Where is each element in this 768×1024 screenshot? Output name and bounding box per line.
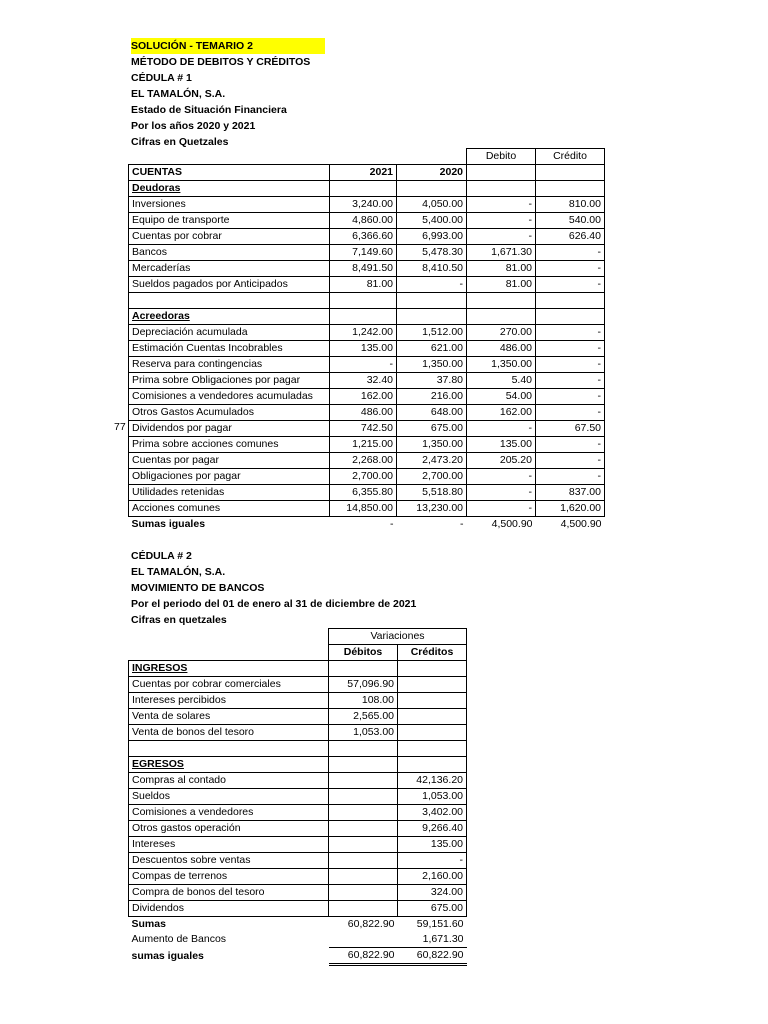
creditos-header: Créditos <box>398 645 467 661</box>
value-2021: 742.50 <box>330 421 397 437</box>
value-credito: - <box>536 357 605 373</box>
value-2020: 1,350.00 <box>397 357 467 373</box>
concepto-name: Compas de terrenos <box>129 869 329 885</box>
sumas-iguales-row <box>129 517 605 533</box>
value-2020: 1,512.00 <box>397 325 467 341</box>
table-row <box>129 805 467 821</box>
debito-header: Debito <box>467 149 536 165</box>
deudoras-rows <box>129 197 605 293</box>
value-creditos <box>398 693 467 709</box>
debitos-header: Débitos <box>329 645 398 661</box>
table-row <box>129 341 605 357</box>
aumento-debitos <box>329 932 398 948</box>
side-note: 77 <box>114 421 126 433</box>
cedula2-title-period: Por el periodo del 01 de enero al 31 de diciembre de 2021 <box>131 598 417 610</box>
table-row <box>129 213 605 229</box>
table-row <box>129 389 605 405</box>
table-row <box>129 789 467 805</box>
cedula2-title-company: EL TAMALÓN, S.A. <box>131 566 226 578</box>
cedula1-title-statement: Estado de Situación Financiera <box>131 104 287 116</box>
value-debitos: 108.00 <box>329 693 398 709</box>
cuenta-name: Reserva para contingencias <box>129 357 330 373</box>
value-debito: 135.00 <box>467 437 536 453</box>
value-debitos <box>329 901 398 917</box>
cuenta-name: Prima sobre acciones comunes <box>129 437 330 453</box>
cuenta-name: Bancos <box>129 245 330 261</box>
aumento-label: Aumento de Bancos <box>131 933 227 946</box>
table-row <box>129 709 467 725</box>
table-row <box>129 837 467 853</box>
value-debito: 162.00 <box>467 405 536 421</box>
sumas-iguales-row <box>129 948 467 965</box>
value-debitos <box>329 885 398 901</box>
value-2021: 3,240.00 <box>330 197 397 213</box>
value-debito: - <box>467 421 536 437</box>
value-2021: 2,268.00 <box>330 453 397 469</box>
concepto-name: Venta de bonos del tesoro <box>129 725 329 741</box>
value-debito: - <box>467 197 536 213</box>
value-2021: 32.40 <box>330 373 397 389</box>
value-2020: 1,350.00 <box>397 437 467 453</box>
value-debitos <box>329 773 398 789</box>
value-credito: - <box>536 341 605 357</box>
sumas-iguales-label: Sumas iguales <box>131 518 206 530</box>
value-creditos: 42,136.20 <box>398 773 467 789</box>
table-row <box>129 325 605 341</box>
sumas-label: Sumas <box>131 918 166 930</box>
variaciones-header: Variaciones <box>329 629 467 645</box>
value-creditos: 1,053.00 <box>398 789 467 805</box>
concepto-name: Otros gastos operación <box>129 821 329 837</box>
value-debitos <box>329 837 398 853</box>
sumas-iguales-label: sumas iguales <box>131 949 204 962</box>
value-debito: 1,350.00 <box>467 357 536 373</box>
cuenta-name: Prima sobre Obligaciones por pagar <box>129 373 330 389</box>
value-2020: 216.00 <box>397 389 467 405</box>
value-creditos: 324.00 <box>398 885 467 901</box>
value-debito: 486.00 <box>467 341 536 357</box>
cuenta-name: Equipo de transporte <box>129 213 330 229</box>
sumas-iguales-creditos: 60,822.90 <box>398 948 467 965</box>
table-row <box>129 901 467 917</box>
sumas-creditos: 59,151.60 <box>416 918 464 930</box>
value-2021: 81.00 <box>330 277 397 293</box>
sumas-iguales-debitos: 60,822.90 <box>329 948 398 965</box>
value-credito: - <box>536 373 605 389</box>
value-2020: 2,473.20 <box>397 453 467 469</box>
table-row <box>129 245 605 261</box>
table-row <box>129 261 605 277</box>
concepto-name: Sueldos <box>129 789 329 805</box>
sumas-2020: - <box>460 518 464 530</box>
value-creditos: 9,266.40 <box>398 821 467 837</box>
value-2020: 648.00 <box>397 405 467 421</box>
table-row <box>129 357 605 373</box>
value-2020: 5,400.00 <box>397 213 467 229</box>
value-2021: - <box>330 357 397 373</box>
value-creditos: 135.00 <box>398 837 467 853</box>
table-row <box>129 773 467 789</box>
value-debitos <box>329 869 398 885</box>
value-2021: 1,215.00 <box>330 437 397 453</box>
table-row <box>129 725 467 741</box>
value-debito: 54.00 <box>467 389 536 405</box>
value-2020: 5,518.80 <box>397 485 467 501</box>
acreedoras-section-row <box>129 309 605 325</box>
table-row <box>129 197 605 213</box>
deudoras-label: Deudoras <box>129 181 330 197</box>
value-credito: - <box>536 453 605 469</box>
concepto-name: Descuentos sobre ventas <box>129 853 329 869</box>
acreedoras-label: Acreedoras <box>129 309 330 325</box>
cedula1-title-cedula: CÉDULA # 1 <box>131 72 192 84</box>
value-credito: 626.40 <box>536 229 605 245</box>
value-debito: 81.00 <box>467 277 536 293</box>
concepto-name: Venta de solares <box>129 709 329 725</box>
value-creditos: 675.00 <box>398 901 467 917</box>
column-header-row <box>129 165 605 181</box>
year-2020-header: 2020 <box>397 165 467 181</box>
value-debitos: 1,053.00 <box>329 725 398 741</box>
concepto-name: Intereses percibidos <box>129 693 329 709</box>
value-debito: - <box>467 485 536 501</box>
value-2021: 2,700.00 <box>330 469 397 485</box>
value-debitos <box>329 853 398 869</box>
value-2020: 37.80 <box>397 373 467 389</box>
cuenta-name: Dividendos por pagar <box>129 421 330 437</box>
table-row <box>129 229 605 245</box>
cuenta-name: Sueldos pagados por Anticipados <box>129 277 330 293</box>
sumas-2021: - <box>390 518 394 530</box>
concepto-name: Cuentas por cobrar comerciales <box>129 677 329 693</box>
value-credito: - <box>536 469 605 485</box>
value-2020: 5,478.30 <box>397 245 467 261</box>
year-2021-header: 2021 <box>330 165 397 181</box>
spacer-row <box>129 741 467 757</box>
value-2020: 6,993.00 <box>397 229 467 245</box>
cuenta-name: Otros Gastos Acumulados <box>129 405 330 421</box>
acreedoras-rows <box>129 325 605 517</box>
cedula2-title-cedula: CÉDULA # 2 <box>131 550 192 562</box>
table-row <box>129 373 605 389</box>
cedula1-table <box>128 148 605 532</box>
value-debito: 1,671.30 <box>467 245 536 261</box>
value-credito: - <box>536 277 605 293</box>
value-credito: - <box>536 261 605 277</box>
table-row <box>129 469 605 485</box>
debitos-creditos-header-row <box>129 645 467 661</box>
concepto-name: Dividendos <box>129 901 329 917</box>
value-2021: 7,149.60 <box>330 245 397 261</box>
table-row <box>129 485 605 501</box>
value-debitos: 2,565.00 <box>329 709 398 725</box>
cuentas-header: CUENTAS <box>129 165 330 181</box>
sumas-debitos: 60,822.90 <box>347 918 395 930</box>
concepto-name: Compra de bonos del tesoro <box>129 885 329 901</box>
value-2020: 675.00 <box>397 421 467 437</box>
table-row <box>129 885 467 901</box>
table-row <box>129 421 605 437</box>
value-creditos <box>398 709 467 725</box>
table-row <box>129 501 605 517</box>
cuenta-name: Cuentas por pagar <box>129 453 330 469</box>
value-2021: 162.00 <box>330 389 397 405</box>
value-debito: 270.00 <box>467 325 536 341</box>
value-debito: 5.40 <box>467 373 536 389</box>
table-row <box>129 821 467 837</box>
aumento-bancos-row <box>129 932 467 948</box>
table-row <box>129 277 605 293</box>
cedula2-title-movimiento: MOVIMIENTO DE BANCOS <box>131 582 265 594</box>
ingresos-rows <box>129 677 467 741</box>
value-credito: - <box>536 405 605 421</box>
egresos-label: EGRESOS <box>129 757 329 773</box>
value-debitos: 57,096.90 <box>329 677 398 693</box>
sumas-debito: 4,500.90 <box>491 518 533 530</box>
value-2020: 8,410.50 <box>397 261 467 277</box>
cedula1-title-company: EL TAMALÓN, S.A. <box>131 88 226 100</box>
value-creditos: - <box>398 853 467 869</box>
cuenta-name: Mercaderías <box>129 261 330 277</box>
value-debito: 81.00 <box>467 261 536 277</box>
value-debito: - <box>467 469 536 485</box>
value-credito: 837.00 <box>536 485 605 501</box>
table-row <box>129 453 605 469</box>
value-2021: 135.00 <box>330 341 397 357</box>
spacer-row <box>129 293 605 309</box>
value-2021: 14,850.00 <box>330 501 397 517</box>
cedula1-title-currency: Cifras en Quetzales <box>131 136 229 148</box>
value-credito: - <box>536 389 605 405</box>
value-2021: 4,860.00 <box>330 213 397 229</box>
debit-credit-header-row <box>129 149 605 165</box>
egresos-section-row <box>129 757 467 773</box>
value-2020: - <box>397 277 467 293</box>
table-row <box>129 437 605 453</box>
cedula1-title-solucion: SOLUCIÓN - TEMARIO 2 <box>131 38 325 54</box>
value-credito: 67.50 <box>536 421 605 437</box>
value-debitos <box>329 805 398 821</box>
value-debitos <box>329 789 398 805</box>
value-2021: 486.00 <box>330 405 397 421</box>
value-debito: - <box>467 213 536 229</box>
ingresos-section-row <box>129 661 467 677</box>
cuenta-name: Obligaciones por pagar <box>129 469 330 485</box>
table-row <box>129 693 467 709</box>
table-row <box>129 853 467 869</box>
value-credito: - <box>536 245 605 261</box>
cedula2-table <box>128 628 467 966</box>
value-2021: 1,242.00 <box>330 325 397 341</box>
ingresos-label: INGRESOS <box>129 661 329 677</box>
value-2021: 6,366.60 <box>330 229 397 245</box>
value-credito: - <box>536 325 605 341</box>
sumas-row <box>129 917 467 933</box>
value-credito: 540.00 <box>536 213 605 229</box>
cuenta-name: Depreciación acumulada <box>129 325 330 341</box>
concepto-name: Intereses <box>129 837 329 853</box>
cedula1-title-metodo: MÉTODO DE DEBITOS Y CRÉDITOS <box>131 56 311 68</box>
aumento-creditos: 1,671.30 <box>398 932 467 948</box>
cuenta-name: Utilidades retenidas <box>129 485 330 501</box>
value-2020: 13,230.00 <box>397 501 467 517</box>
cedula1-title-period: Por los años 2020 y 2021 <box>131 120 256 132</box>
value-creditos <box>398 725 467 741</box>
cuenta-name: Comisiones a vendedores acumuladas <box>129 389 330 405</box>
egresos-rows <box>129 773 467 917</box>
table-row <box>129 405 605 421</box>
cuenta-name: Estimación Cuentas Incobrables <box>129 341 330 357</box>
value-2020: 4,050.00 <box>397 197 467 213</box>
value-2021: 8,491.50 <box>330 261 397 277</box>
concepto-name: Compras al contado <box>129 773 329 789</box>
concepto-name: Comisiones a vendedores <box>129 805 329 821</box>
credito-header: Crédito <box>536 149 605 165</box>
value-2021: 6,355.80 <box>330 485 397 501</box>
value-2020: 2,700.00 <box>397 469 467 485</box>
value-credito: 1,620.00 <box>536 501 605 517</box>
cuenta-name: Inversiones <box>129 197 330 213</box>
value-credito: 810.00 <box>536 197 605 213</box>
value-debitos <box>329 821 398 837</box>
value-credito: - <box>536 437 605 453</box>
deudoras-section-row <box>129 181 605 197</box>
table-row <box>129 869 467 885</box>
value-creditos: 3,402.00 <box>398 805 467 821</box>
cuenta-name: Cuentas por cobrar <box>129 229 330 245</box>
table-row <box>129 677 467 693</box>
variaciones-header-row <box>129 629 467 645</box>
value-creditos: 2,160.00 <box>398 869 467 885</box>
cuenta-name: Acciones comunes <box>129 501 330 517</box>
value-debito: 205.20 <box>467 453 536 469</box>
value-creditos <box>398 677 467 693</box>
value-debito: - <box>467 501 536 517</box>
cedula2-title-currency: Cifras en quetzales <box>131 614 227 626</box>
value-2020: 621.00 <box>397 341 467 357</box>
value-debito: - <box>467 229 536 245</box>
sumas-credito: 4,500.90 <box>560 518 602 530</box>
